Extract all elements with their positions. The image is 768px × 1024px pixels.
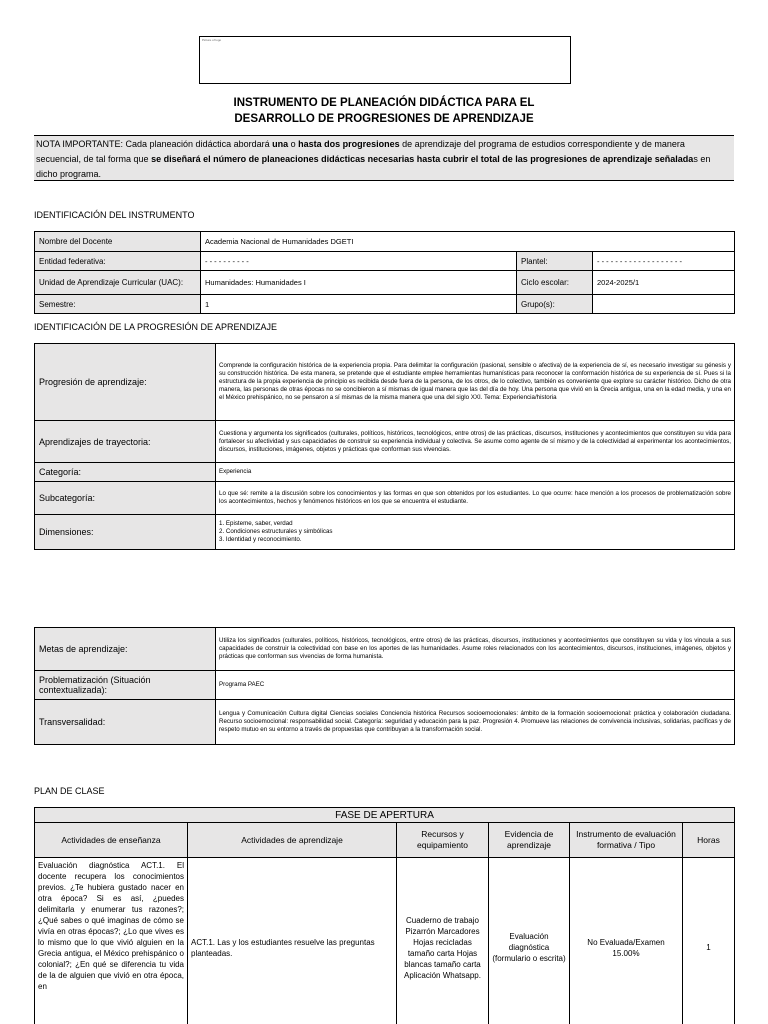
- problematizacion-label: Problematización (Situación contextualizada):: [35, 671, 216, 700]
- progresion-label: Progresión de aprendizaje:: [35, 344, 216, 421]
- categoria-value: Experiencia: [216, 463, 735, 482]
- trayectoria-row: [35, 421, 735, 463]
- trayectoria-value: Cuestiona y argumenta los significados (culturales, políticos, históricos, tecnológicos, entre otros) de las prácticas, discursos, instituciones y acontecimientos que constituyen su vida para fortalecer su afectividad y sus capacidades de construir su experiencia individual y colectiva. Se asume como agente de sí mismo y de la colectividad al experimentar los acontecimientos, discursos, instituciones, imágenes, objetos y prácticas que conforman sus vivencias.: [216, 421, 735, 463]
- ident-row-semestre: [35, 295, 735, 314]
- ciclo-label: Ciclo escolar:: [517, 271, 593, 295]
- uac-value: Humanidades: Humanidades I: [201, 271, 517, 295]
- transversalidad-value: Lengua y Comunicación Cultura digital Ciencias sociales Conciencia histórica Recursos socioemocionales: ámbito de la formación socioemocional: práctica y colaboración ciudadana. Recurso socioemocional: responsabilidad social. Categoría: seguridad y educación para la paz. Progresión 4. Promueve las relaciones de convivencia inclusivas, solidarias, pacíficas y de respeto mutuo en su entorno a través de propuestas que contribuyan a la transformación social.: [216, 700, 735, 745]
- problematizacion-row: [35, 671, 735, 700]
- subcategoria-row: [35, 482, 735, 515]
- grupo-label: Grupo(s):: [517, 295, 593, 314]
- ident-row-entidad: [35, 252, 735, 271]
- grupo-value: [593, 295, 735, 314]
- phase-header: FASE DE APERTURA: [35, 808, 735, 823]
- dimensiones-label: Dimensiones:: [35, 515, 216, 550]
- transversalidad-label: Transversalidad:: [35, 700, 216, 745]
- dimensiones-row: [35, 515, 735, 550]
- ciclo-value: 2024-2025/1: [593, 271, 735, 295]
- transversalidad-row: [35, 700, 735, 745]
- document-title-line2: DESARROLLO DE PROGRESIONES DE APRENDIZAJE: [234, 113, 534, 125]
- ident-row-docente: [35, 232, 735, 252]
- plan-table: [34, 807, 735, 1024]
- plan-row-1: [35, 858, 735, 1024]
- problematizacion-value: Programa PAEC: [216, 671, 735, 700]
- metas-label: Metas de aprendizaje:: [35, 628, 216, 671]
- logo-image: Picture of logo: [202, 38, 222, 42]
- dimensiones-value: [216, 515, 735, 550]
- note-bold-1: una: [272, 139, 289, 149]
- docente-value: Academia Nacional de Humanidades DGETI: [201, 232, 735, 252]
- note-text-2: o: [288, 139, 299, 149]
- important-note: [34, 135, 734, 181]
- docente-label: Nombre del Docente: [35, 232, 201, 252]
- header-aprendizaje: Actividades de aprendizaje: [188, 823, 397, 858]
- section-title-plan: PLAN DE CLASE: [34, 786, 105, 796]
- dimension-item-1: 1. Episteme, saber, verdad: [219, 520, 293, 527]
- progresion-table: [34, 343, 735, 550]
- section-title-progresion: IDENTIFICACIÓN DE LA PROGRESIÓN DE APRENDIZAJE: [34, 322, 278, 332]
- trayectoria-label: Aprendizajes de trayectoria:: [35, 421, 216, 463]
- header-ensenanza: Actividades de enseñanza: [35, 823, 188, 858]
- logo-box: [199, 36, 571, 84]
- ident-row-uac: [35, 271, 735, 295]
- subcategoria-value: Lo que sé: remite a la discusión sobre los conocimientos y las formas en que son obtenidos por los estudiantes. Lo que ocurre: hace mención a los procesos de problematización sobre los acontecimientos, hechos y fenómenos históricos en los que se encuentra el estudiante.: [216, 482, 735, 515]
- row1-ensenanza: Evaluación diagnóstica ACT.1. El docente recupera los conocimientos previos. ¿Te hubiera gustado nacer en otra época? Si es así, ¿puedes delimitarla y enumerar tus razones?; ¿Qué sabes o qué imaginas de cómo se vivía en otras épocas?; ¿Lo que vives es lo mismo que lo que vivió alguien en la Grecia antigua, el México prehispánico o colonial?; ¿En qué se diferencia tu vida de la de alguien que vivió en otra época, en: [35, 858, 188, 1024]
- phase-row: [35, 808, 735, 823]
- note-bold-2: hasta dos progresiones: [298, 139, 400, 149]
- entidad-label: Entidad federativa:: [35, 252, 201, 271]
- dimension-item-3: 3. Identidad y reconocimiento.: [219, 536, 302, 543]
- row1-recursos: Cuaderno de trabajo Pizarrón Marcadores Hojas recicladas tamaño carta Hojas blancas tamaño carta Aplicación Whatsapp.: [397, 858, 489, 1024]
- note-text-1: NOTA IMPORTANTE: Cada planeación didáctica abordará: [36, 139, 273, 149]
- categoria-label: Categoría:: [35, 463, 216, 482]
- semestre-value: 1: [201, 295, 517, 314]
- plantel-label: Plantel:: [517, 252, 593, 271]
- note-text-3: de aprendizaje del programa de estudios correspondiente y de manera secuencial, de tal forma que: [36, 139, 685, 164]
- document-title: [34, 95, 734, 127]
- categoria-row: [35, 463, 735, 482]
- metas-value: Utiliza los significados (culturales, políticos, históricos, tecnológicos, entre otros) de las prácticas, discursos, instituciones y acontecimientos que constituyen su vida y los vincula a sus capacidades de construir la colectividad con base en los aportes de las humanidades. Asume roles relacionados con los acontecimientos, discursos, instituciones, imágenes, objetos y prácticas que conforman sus vivencias de forma humanista.: [216, 628, 735, 671]
- header-evidencia: Evidencia de aprendizaje: [489, 823, 570, 858]
- row1-evidencia: Evaluación diagnóstica (formulario o escrita): [489, 858, 570, 1024]
- entidad-value: - - - - - - - - - -: [201, 252, 517, 271]
- document-title-line1: INSTRUMENTO DE PLANEACIÓN DIDÁCTICA PARA EL: [233, 97, 535, 109]
- dimension-item-2: 2. Condiciones estructurales y simbólicas: [219, 528, 333, 535]
- progresion-value: Comprende la configuración histórica de la experiencia propia. Para delimitar la configuración (pasional, sensible o afectiva) de la experiencia de sí, es necesario investigar su génesis y su construcción histórica. De esta manera, se pretende que el estudiante emplee herramientas humanísticas para reconocer la conformación histórica de su experiencia de sí. Pues si la estructura de la propia experiencia de principio es recibida desde fuera de la persona, de los otros, de lo colectivo, también es conveniente que explore su carácter histórico. Dicho de otra manera, las personas de otras épocas no se concibieron a sí mismas de igual manera que las del día de hoy. Una persona que vivió en la Grecia antigua, una en la edad media, y una en el México prehispánico, no se pensaron a sí mismas de la misma manera que una del siglo XXI. Tema: Experiencia/historia: [216, 344, 735, 421]
- note-text-4: s en dicho programa.: [36, 154, 711, 179]
- plantel-value: - - - - - - - - - - - - - - - - - - -: [593, 252, 735, 271]
- uac-label: Unidad de Aprendizaje Curricular (UAC):: [35, 271, 201, 295]
- metas-row: [35, 628, 735, 671]
- ident-table: [34, 231, 735, 314]
- progresion-row: [35, 344, 735, 421]
- section-title-ident: IDENTIFICACIÓN DEL INSTRUMENTO: [34, 210, 195, 220]
- header-instrumento: Instrumento de evaluación formativa / Tipo: [570, 823, 683, 858]
- header-recursos: Recursos y equipamiento: [397, 823, 489, 858]
- row1-horas: 1: [683, 858, 735, 1024]
- row1-instrumento: No Evaluada/Examen 15.00%: [570, 858, 683, 1024]
- row1-aprendizaje: ACT.1. Las y los estudiantes resuelve las preguntas planteadas.: [188, 858, 397, 1024]
- subcategoria-label: Subcategoría:: [35, 482, 216, 515]
- metas-table: [34, 627, 735, 745]
- semestre-label: Semestre:: [35, 295, 201, 314]
- header-horas: Horas: [683, 823, 735, 858]
- note-bold-3: se diseñará el número de planeaciones didácticas necesarias hasta cubrir el total de las progresiones de aprendizaje señalada: [151, 154, 694, 164]
- plan-header-row: [35, 823, 735, 858]
